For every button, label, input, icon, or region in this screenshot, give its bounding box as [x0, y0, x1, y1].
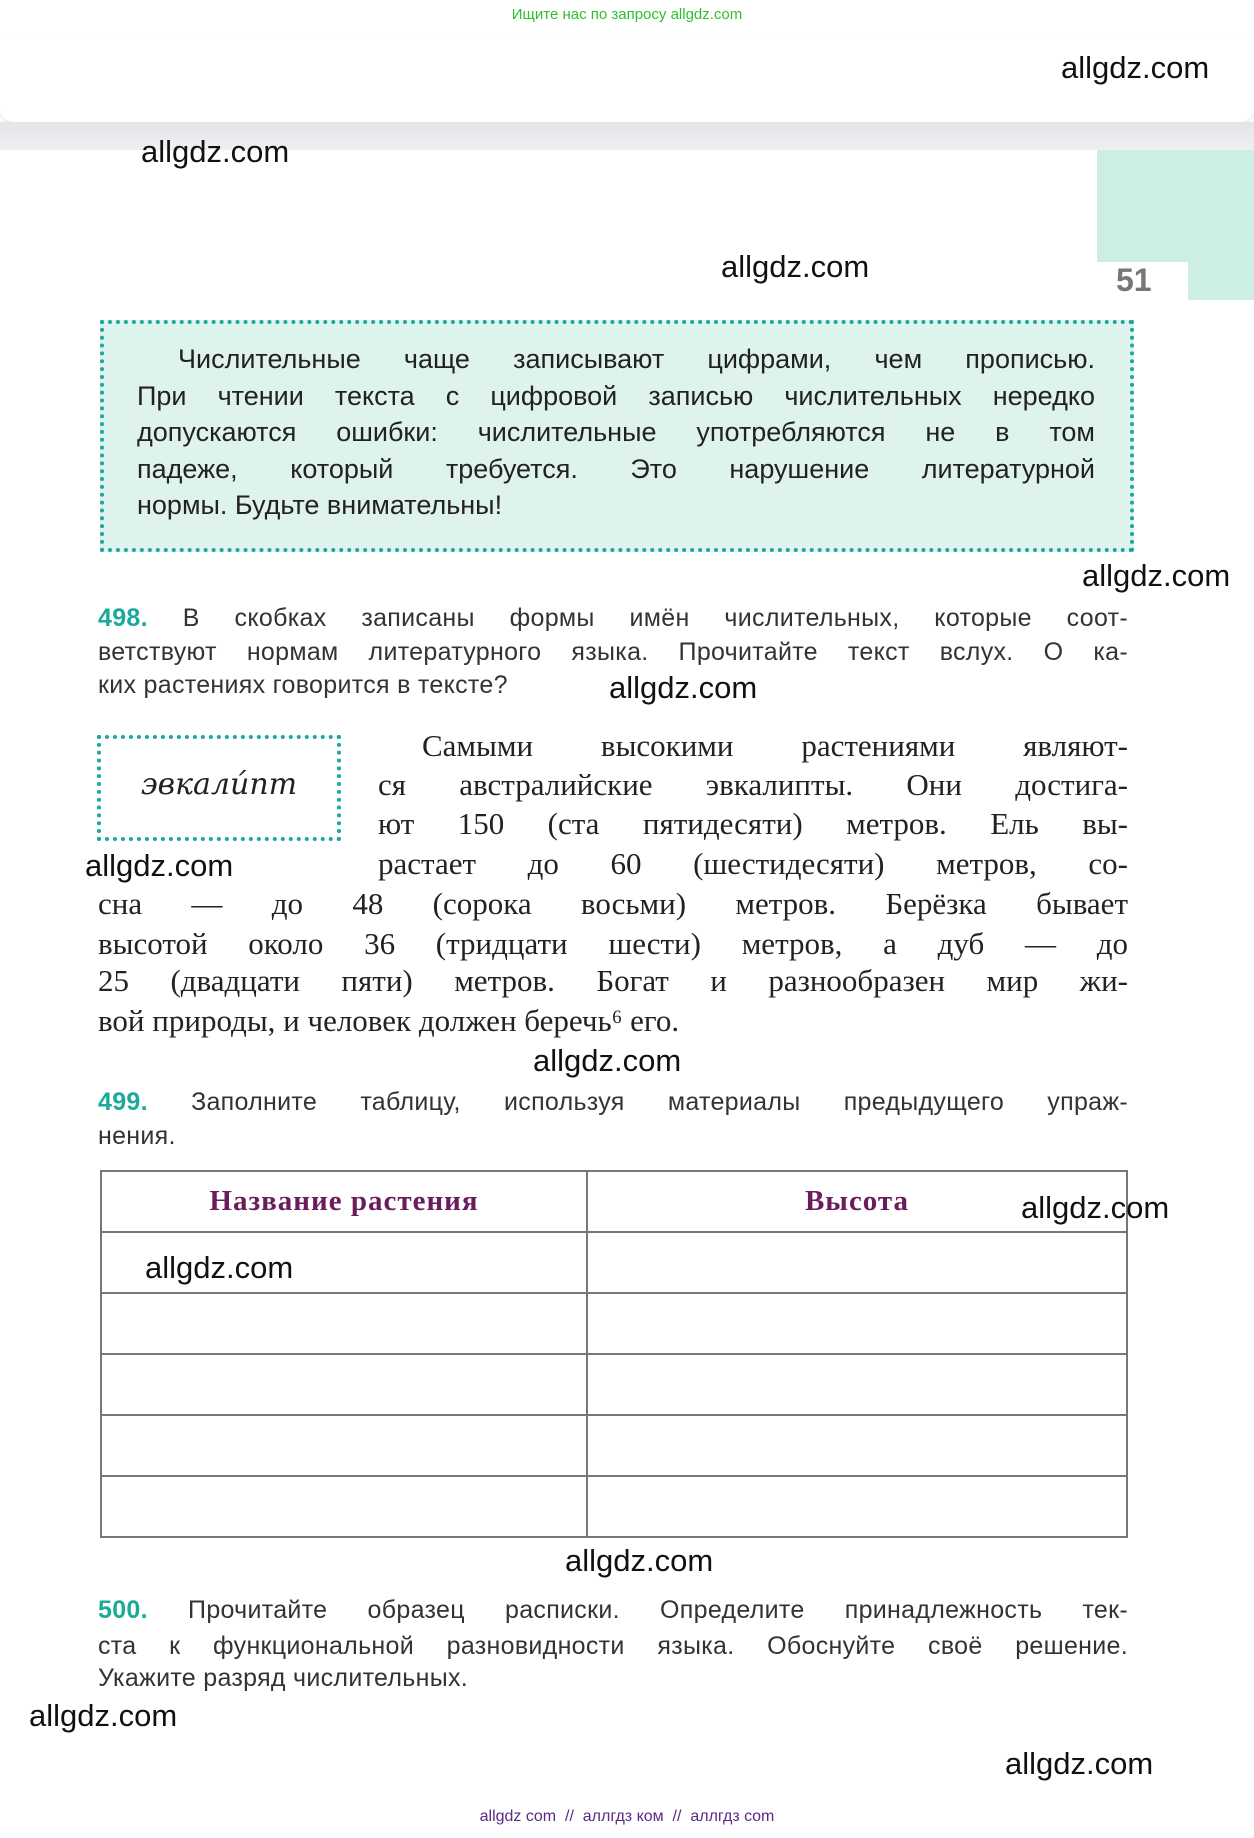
exercise-text: Заполните таблицу, используя материалы предыдущего упраж- — [191, 1088, 1128, 1116]
exercise-500-line — [98, 1596, 1128, 1625]
plants-table — [100, 1170, 1128, 1538]
exercise-498-line: ких растениях говорится в тексте? — [98, 671, 508, 699]
watermark: allgdz.com — [565, 1543, 714, 1578]
exercise-498-line — [98, 604, 1128, 633]
watermark: allgdz.com — [29, 1698, 178, 1733]
table-header-row — [101, 1171, 1127, 1232]
table-cell[interactable] — [587, 1415, 1127, 1476]
search-banner: Ищите нас по запросу allgdz.com — [511, 6, 743, 23]
exercise-498-line: ветствуют нормам литературного языка. Прочитайте текст вслух. О ка- — [98, 638, 1128, 666]
rule-line: допускаются ошибки: числительные употребляются не в том — [137, 417, 1095, 447]
watermark: allgdz.com — [1082, 558, 1231, 593]
exercise-number: 498. — [98, 604, 148, 632]
text-line: вой природы, и человек должен беречь⁶ его. — [98, 1003, 680, 1038]
table-cell[interactable] — [587, 1354, 1127, 1415]
exercise-number: 499. — [98, 1088, 148, 1116]
text-line: ют 150 (ста пятидесяти) метров. Ель вы- — [378, 806, 1128, 841]
text-line: растает до 60 (шестидесяти) метров, со- — [378, 846, 1128, 881]
text-line: сна — до 48 (сорока восьми) метров. Берёзка бывает — [98, 886, 1128, 921]
watermark: allgdz.com — [721, 249, 870, 284]
watermark: allgdz.com — [1021, 1190, 1170, 1225]
table-cell[interactable] — [587, 1232, 1127, 1293]
rule-line: падеже, который требуется. Это нарушение литературной — [137, 454, 1095, 484]
vocabulary-word: эвкали́пт — [140, 767, 298, 802]
watermark: allgdz.com — [1005, 1746, 1154, 1781]
exercise-text: Прочитайте образец расписки. Определите принадлежность тек- — [188, 1596, 1128, 1624]
table-cell[interactable] — [587, 1293, 1127, 1354]
table-cell[interactable] — [587, 1476, 1127, 1537]
page-number: 51 — [1116, 262, 1152, 298]
text-line: Самыми высокими растениями являют- — [422, 728, 1128, 763]
text-line: высотой около 36 (тридцати шести) метров, а дуб — до — [98, 926, 1128, 961]
table-row — [101, 1415, 1127, 1476]
text-line: 25 (двадцати пяти) метров. Богат и разнообразен мир жи- — [98, 963, 1128, 998]
rule-line: Числительные чаще записывают цифрами, чем прописью. — [178, 344, 1095, 374]
column-header-height: Высота — [587, 1171, 1127, 1232]
table-cell[interactable] — [101, 1476, 587, 1537]
exercise-number: 500. — [98, 1596, 148, 1624]
table-cell[interactable] — [101, 1293, 587, 1354]
table-cell[interactable] — [101, 1354, 587, 1415]
page-tab — [1097, 150, 1254, 262]
exercise-499-line — [98, 1088, 1128, 1117]
page-tab-edge — [1188, 262, 1254, 300]
watermark: allgdz.com — [609, 670, 758, 705]
exercise-499-line: нения. — [98, 1122, 176, 1150]
exercise-500-line: ста к функциональной разновидности языка. Обоснуйте своё решение. — [98, 1632, 1128, 1660]
exercise-500-line: Укажите разряд числительных. — [98, 1664, 469, 1692]
watermark: allgdz.com — [141, 134, 290, 169]
text-line: ся австралийские эвкалипты. Они достига- — [378, 767, 1128, 802]
table-row — [101, 1293, 1127, 1354]
watermark: allgdz.com — [145, 1250, 294, 1285]
watermark: allgdz.com — [85, 848, 234, 883]
table-cell[interactable] — [101, 1415, 587, 1476]
watermark: allgdz.com — [533, 1043, 682, 1078]
watermark: allgdz.com — [1061, 50, 1210, 85]
column-header-name: Название растения — [101, 1171, 587, 1232]
rule-line: При чтении текста с цифровой записью числительных нередко — [137, 381, 1095, 411]
table-row — [101, 1476, 1127, 1537]
footer-links[interactable]: allgdz com // аллгдз ком // аллгдз com — [479, 1808, 775, 1825]
rule-line: нормы. Будьте внимательны! — [137, 490, 503, 520]
table-row — [101, 1354, 1127, 1415]
vocabulary-box — [97, 735, 341, 841]
exercise-text: В скобках записаны формы имён числительных, которые соот- — [182, 604, 1128, 632]
